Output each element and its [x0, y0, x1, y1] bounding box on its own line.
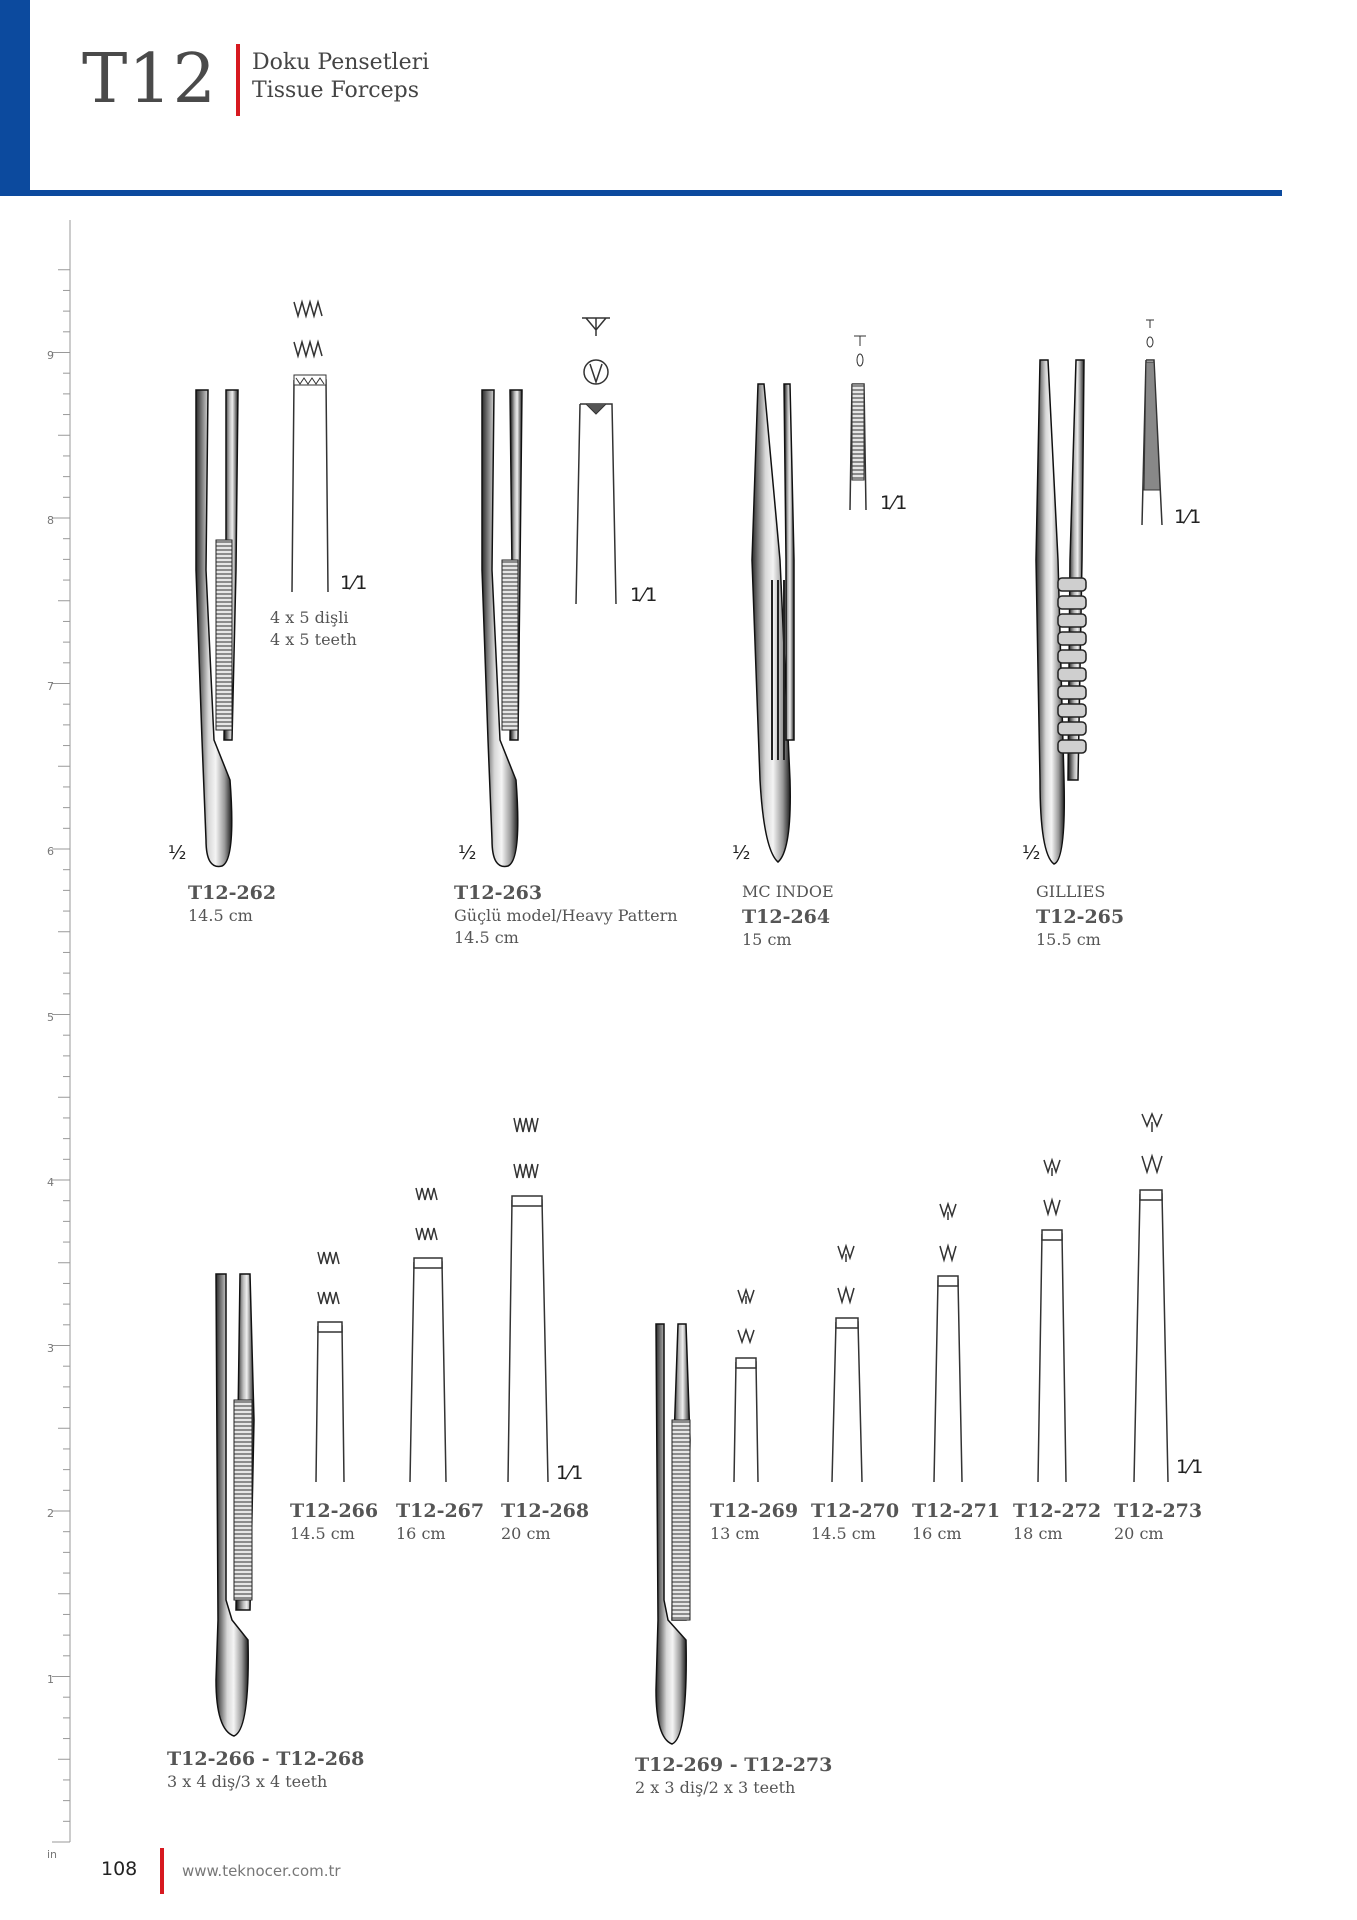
forceps-t12-269-273-drawing [656, 1324, 690, 1744]
scale-full-265: 1⁄1 [1174, 506, 1202, 528]
ruler-number: 2 [47, 1507, 54, 1520]
t12-262-size: 14.5 cm [188, 906, 253, 925]
section-code: T12 [82, 40, 217, 119]
t12-265-size: 15.5 cm [1036, 930, 1101, 949]
tip-t12-270-drawing [832, 1246, 862, 1482]
ruler-number: 4 [47, 1176, 54, 1189]
ruler-number: 7 [47, 679, 54, 693]
scale-full-266-268: 1⁄1 [556, 1462, 584, 1484]
tip-t12-266-drawing [316, 1252, 344, 1482]
footer-separator [160, 1848, 164, 1894]
t12-266-size: 14.5 cm [290, 1524, 355, 1543]
t12-271-code: T12-271 [912, 1500, 1001, 1522]
t12-270-code: T12-270 [811, 1500, 900, 1522]
group-b-teeth: 2 x 3 diş/2 x 3 teeth [635, 1778, 796, 1797]
t12-272-size: 18 cm [1013, 1524, 1063, 1543]
ruler-number: 3 [47, 1341, 54, 1355]
t12-264-code: T12-264 [742, 906, 831, 928]
scale-half-265: ½ [1022, 842, 1041, 864]
t12-265-code: T12-265 [1036, 906, 1125, 928]
forceps-t12-263-drawing [482, 318, 616, 866]
t12-262-teeth-tr: 4 x 5 dişli [270, 608, 349, 627]
group-a-range: T12-266 - T12-268 [167, 1748, 365, 1770]
tip-t12-267-drawing [410, 1188, 446, 1482]
forceps-t12-266-268-drawing [216, 1274, 254, 1736]
page-number: 108 [101, 1858, 138, 1880]
section-title-tr: Doku Pensetleri [252, 50, 430, 75]
t12-273-code: T12-273 [1114, 1500, 1203, 1522]
tip-t12-273-drawing [1134, 1114, 1168, 1482]
scale-full-263: 1⁄1 [630, 584, 658, 606]
t12-271-size: 16 cm [912, 1524, 962, 1543]
footer-url[interactable]: www.teknocer.com.tr [182, 1862, 341, 1880]
scale-half-262: ½ [168, 842, 187, 864]
t12-273-size: 20 cm [1114, 1524, 1164, 1543]
scale-half-264: ½ [732, 842, 751, 864]
tip-t12-271-drawing [934, 1204, 962, 1482]
section-title-en: Tissue Forceps [252, 78, 420, 103]
t12-265-name: GILLIES [1036, 882, 1106, 901]
t12-268-code: T12-268 [501, 1500, 590, 1522]
t12-269-code: T12-269 [710, 1500, 799, 1522]
scale-full-264: 1⁄1 [880, 492, 908, 514]
t12-267-size: 16 cm [396, 1524, 446, 1543]
ruler-number: 1 [47, 1672, 54, 1686]
forceps-t12-265-drawing [1036, 320, 1162, 864]
group-b-range: T12-269 - T12-273 [635, 1754, 833, 1776]
t12-267-code: T12-267 [396, 1500, 485, 1522]
t12-264-size: 15 cm [742, 930, 792, 949]
t12-262-code: T12-262 [188, 882, 277, 904]
t12-269-size: 13 cm [710, 1524, 760, 1543]
t12-264-name: MC INDOE [742, 882, 834, 901]
ruler-number: 5 [47, 1010, 54, 1024]
tip-t12-272-drawing [1038, 1160, 1066, 1482]
t12-263-size: 14.5 cm [454, 928, 519, 947]
scale-full-269-273: 1⁄1 [1176, 1456, 1204, 1478]
ruler-number: 8 [47, 514, 54, 527]
tip-t12-268-drawing [508, 1118, 548, 1482]
t12-268-size: 20 cm [501, 1524, 551, 1543]
t12-266-code: T12-266 [290, 1500, 379, 1522]
scale-half-263: ½ [458, 842, 477, 864]
ruler-number: 9 [47, 348, 54, 362]
tip-t12-269-drawing [734, 1290, 758, 1482]
group-a-teeth: 3 x 4 diş/3 x 4 teeth [167, 1772, 328, 1791]
scale-full-262: 1⁄1 [340, 572, 368, 594]
ruler-number: 6 [47, 845, 54, 858]
t12-263-desc: Güçlü model/Heavy Pattern [454, 906, 678, 925]
t12-262-teeth-en: 4 x 5 teeth [270, 630, 357, 649]
forceps-t12-264-drawing [752, 336, 866, 862]
forceps-t12-262-drawing [196, 302, 328, 866]
t12-272-code: T12-272 [1013, 1500, 1102, 1522]
ruler-unit: in [47, 1848, 58, 1861]
t12-270-size: 14.5 cm [811, 1524, 876, 1543]
t12-263-code: T12-263 [454, 882, 543, 904]
